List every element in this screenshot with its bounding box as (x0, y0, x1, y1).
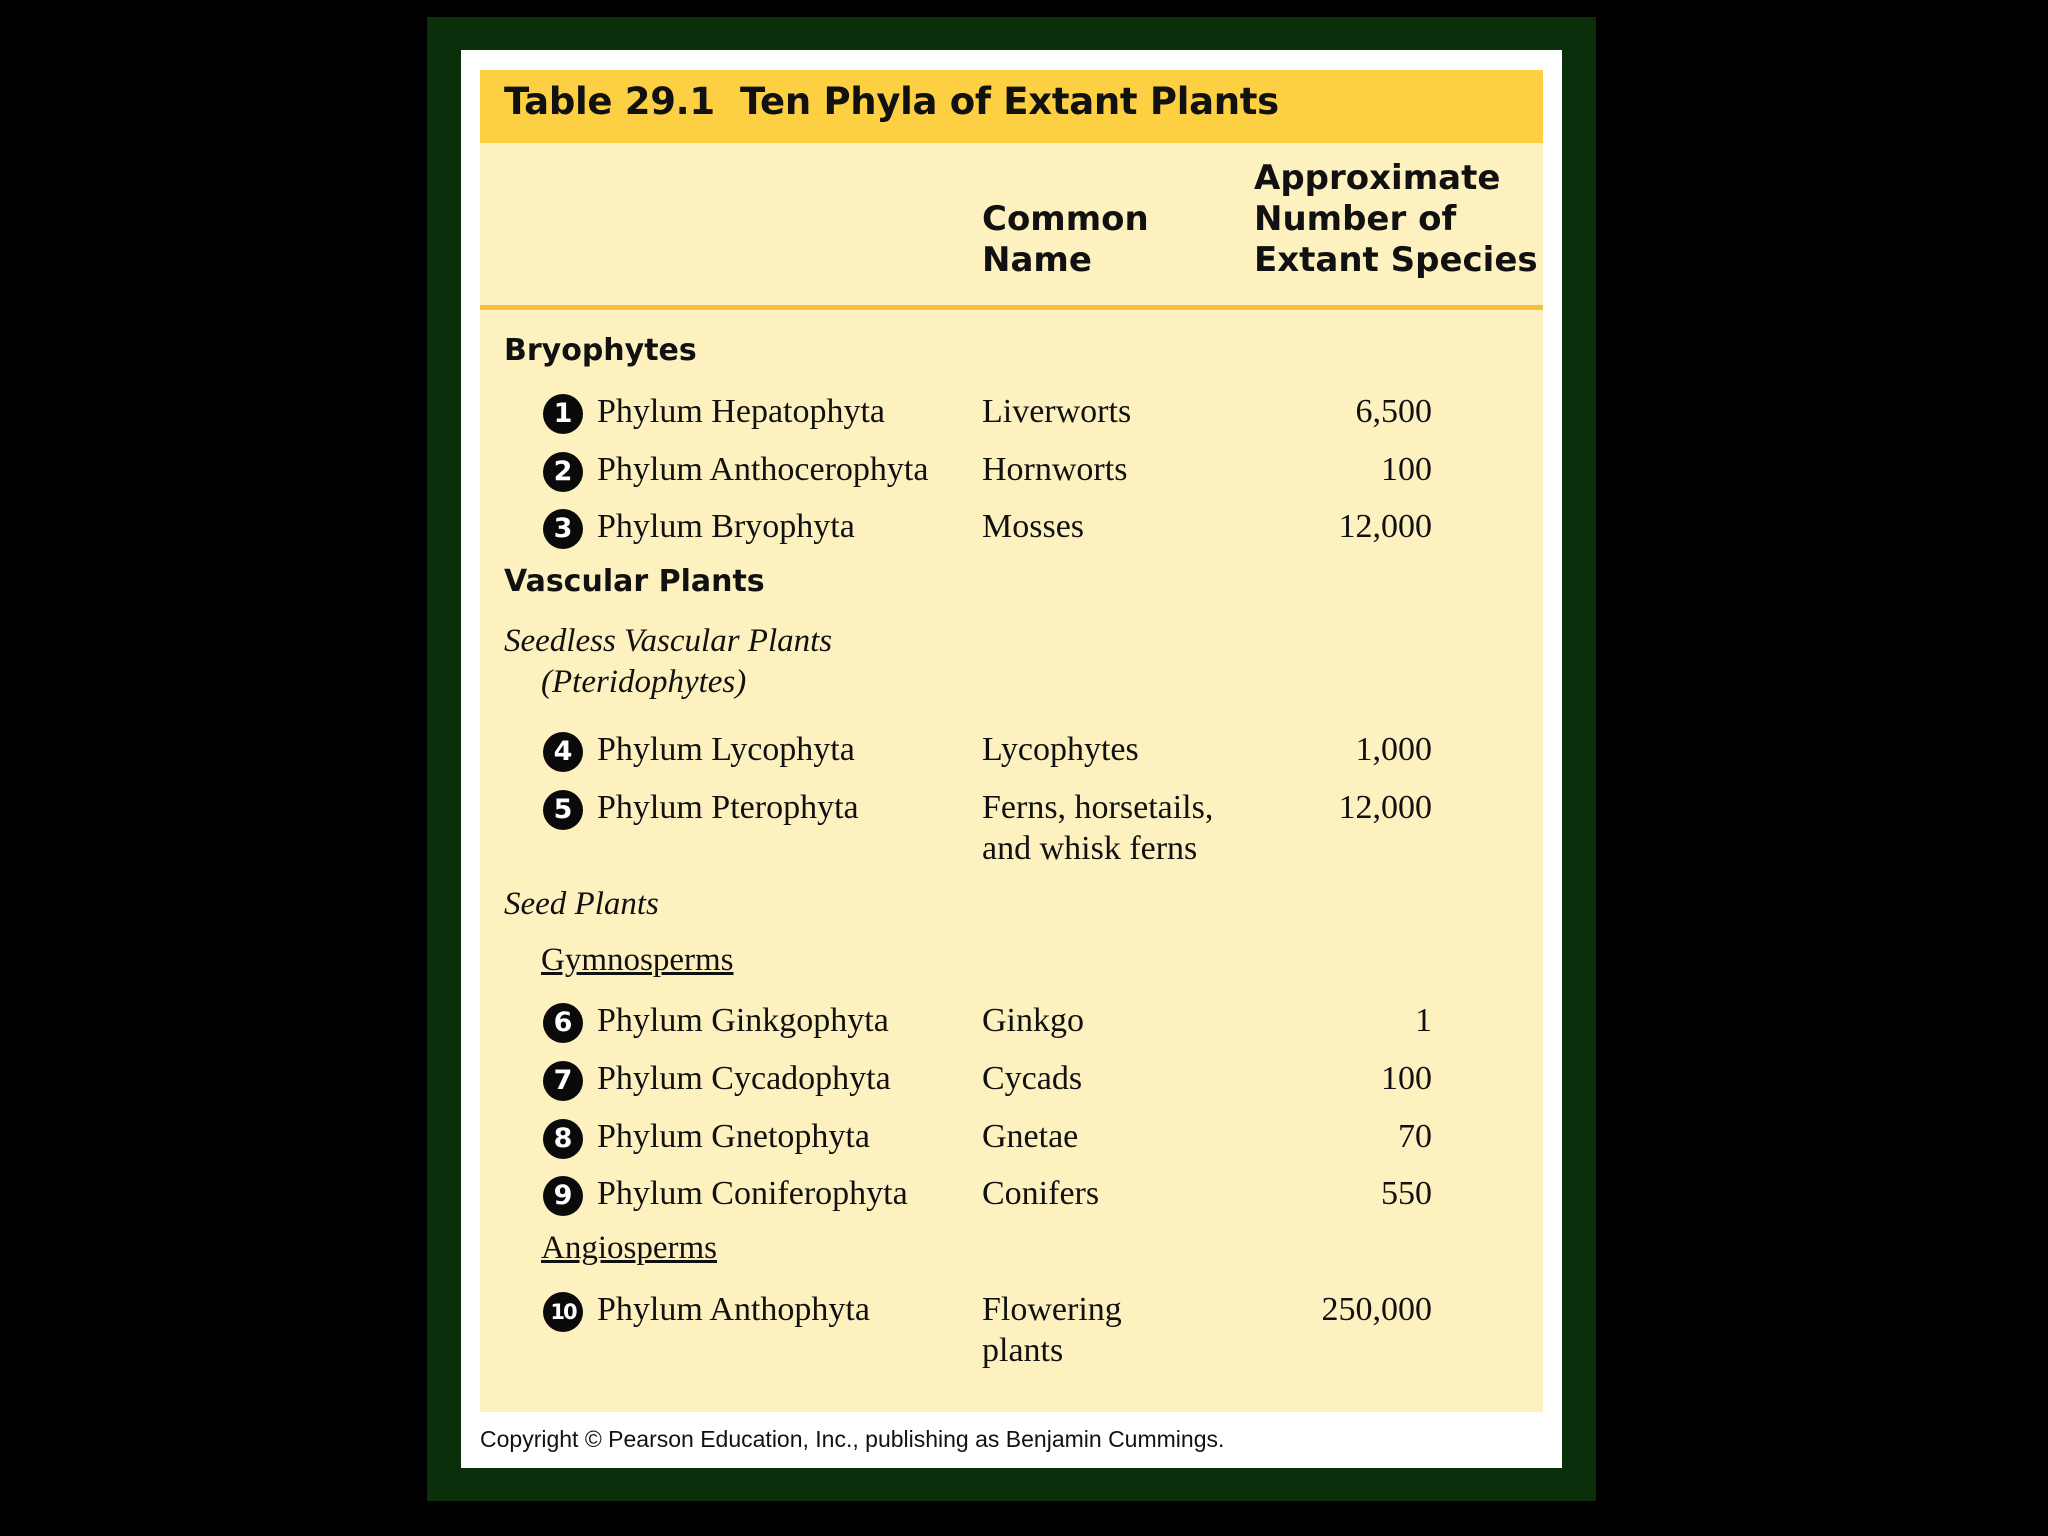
copyright-notice: Copyright © Pearson Education, Inc., publishing as Benjamin Cummings. (480, 1426, 1225, 1452)
header-species-line: Approximate (1254, 158, 1501, 198)
header-common-name-line: Common (982, 199, 1149, 239)
number-badge: 9 (543, 1176, 583, 1216)
table-row (0, 1000, 2048, 1058)
phylum-name: Phylum Lycophyta (597, 731, 855, 768)
table-row (0, 391, 2048, 449)
species-count: 12,000 (1338, 789, 1432, 826)
phylum-name: Phylum Bryophyta (597, 508, 855, 545)
table-row (0, 1173, 2048, 1231)
table-title: Table 29.1 Ten Phyla of Extant Plants (504, 80, 1279, 123)
common-name-line: and whisk ferns (982, 830, 1198, 867)
common-name (982, 1058, 1082, 1099)
table-row (0, 729, 2048, 787)
species-count: 250,000 (1321, 1291, 1432, 1328)
common-name-line: Liverworts (982, 393, 1132, 430)
phylum-name: Phylum Pterophyta (597, 789, 859, 826)
subgroup-pteridophytes: (Pteridophytes) (541, 664, 747, 700)
group-bryophytes: Bryophytes (504, 333, 697, 368)
number-badge: 2 (543, 452, 583, 492)
header-species-line: Number of (1254, 199, 1457, 239)
common-name (982, 1116, 1078, 1157)
number-badge: 8 (543, 1119, 583, 1159)
phylum-name: Phylum Anthocerophyta (597, 451, 929, 488)
number-badge: 10 (543, 1292, 583, 1332)
table-row (0, 1289, 2048, 1379)
table-row (0, 787, 2048, 877)
common-name (982, 787, 1213, 869)
number-badge: 1 (543, 394, 583, 434)
common-name (982, 1173, 1099, 1214)
table-row (0, 506, 2048, 564)
subgroup-angiosperms: Angiosperms (541, 1230, 717, 1266)
number-badge: 7 (543, 1061, 583, 1101)
subgroup-seedless-vascular: Seedless Vascular Plants (504, 623, 833, 659)
common-name (982, 506, 1084, 547)
number-badge: 4 (543, 732, 583, 772)
phylum-name: Phylum Ginkgophyta (597, 1002, 889, 1039)
common-name-line: Conifers (982, 1175, 1100, 1212)
number-badge: 5 (543, 790, 583, 830)
header-common-name-line: Name (982, 240, 1092, 280)
common-name-line: Ferns, horsetails, (982, 789, 1214, 826)
common-name-line: Mosses (982, 508, 1085, 545)
phylum-name: Phylum Coniferophyta (597, 1175, 908, 1212)
species-count: 550 (1381, 1175, 1432, 1212)
species-count: 70 (1398, 1118, 1432, 1155)
common-name (982, 449, 1127, 490)
table-row (0, 1116, 2048, 1174)
subgroup-gymnosperms: Gymnosperms (541, 942, 734, 978)
common-name-line: Lycophytes (982, 731, 1139, 768)
common-name-line: Hornworts (982, 451, 1128, 488)
species-count: 12,000 (1338, 508, 1432, 545)
phylum-name: Phylum Hepatophyta (597, 393, 886, 430)
header-divider (480, 305, 1543, 310)
species-count: 1 (1415, 1002, 1432, 1039)
number-badge: 3 (543, 509, 583, 549)
species-count: 1,000 (1355, 731, 1432, 768)
common-name (982, 729, 1139, 770)
table-row (0, 449, 2048, 507)
phylum-name: Phylum Anthophyta (597, 1291, 870, 1328)
header-species-count (1254, 158, 1538, 281)
common-name (982, 1000, 1084, 1041)
table-row (0, 1058, 2048, 1116)
species-count: 100 (1381, 1060, 1432, 1097)
header-species-line: Extant Species (1254, 240, 1538, 280)
species-count: 6,500 (1355, 393, 1432, 430)
common-name (982, 391, 1131, 432)
phylum-name: Phylum Cycadophyta (597, 1060, 891, 1097)
phylum-name: Phylum Gnetophyta (597, 1118, 870, 1155)
common-name-line: plants (982, 1332, 1064, 1369)
subgroup-seed-plants: Seed Plants (504, 886, 659, 922)
common-name-line: Flowering (982, 1291, 1122, 1328)
group-vascular-plants: Vascular Plants (504, 564, 765, 599)
common-name-line: Ginkgo (982, 1002, 1084, 1039)
header-common-name (982, 199, 1149, 281)
common-name-line: Cycads (982, 1060, 1083, 1097)
species-count: 100 (1381, 451, 1432, 488)
number-badge: 6 (543, 1003, 583, 1043)
common-name-line: Gnetae (982, 1118, 1079, 1155)
common-name (982, 1289, 1122, 1371)
